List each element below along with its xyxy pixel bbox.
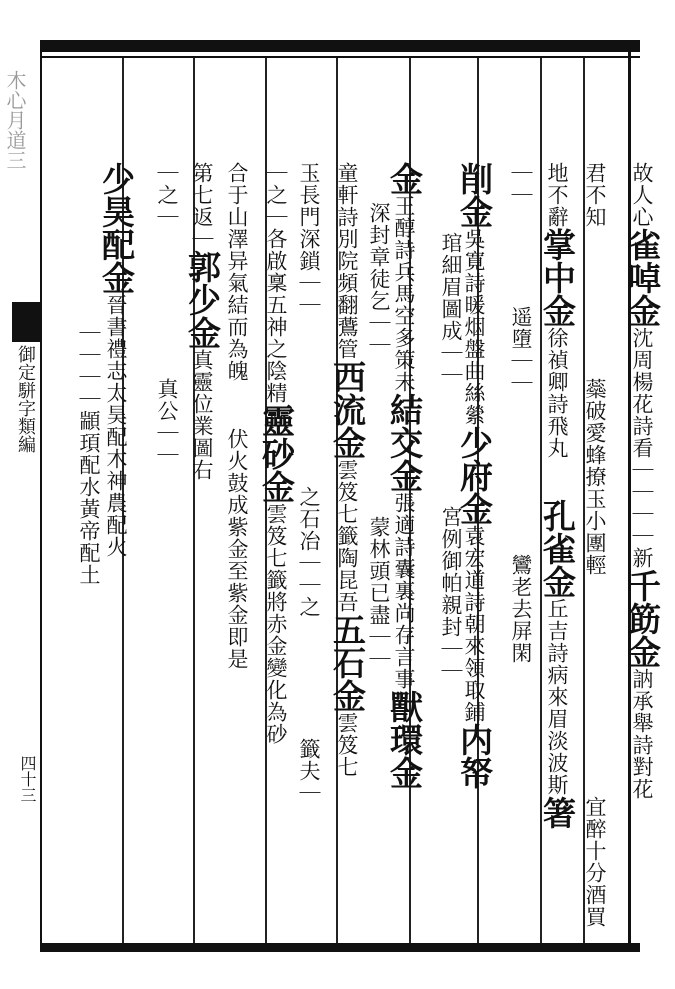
entry-note: 丘吉詩病來眉淡波斯 — [545, 598, 569, 796]
entry-heading: 五石金 — [328, 613, 367, 712]
entry-note: 雲笈七籤陶昆吾 — [335, 459, 359, 613]
entry-heading: 結交金 — [385, 393, 424, 492]
adjacent-page-edge: 木心月道三 — [3, 70, 27, 170]
entry-heading: 靈砂金 — [257, 404, 296, 503]
entry-note: 籤夫｜ — [297, 738, 321, 804]
column-text: ｜之｜各啟稟五神之陰精 — [264, 162, 288, 404]
entry-note: 蒙林頭已盡｜｜ — [367, 516, 391, 670]
column-text: 第七返｜ — [190, 162, 214, 250]
entry-note: 深封章徒乞｜｜ — [367, 202, 391, 356]
entry-note: 鸞老去屏閑 — [509, 554, 533, 664]
entry-heading: 獸環金 — [385, 690, 424, 789]
entry-heading: 千筯金 — [623, 569, 662, 668]
text-column-16 — [50, 62, 128, 938]
entry-heading: 掌中金 — [538, 228, 577, 327]
column-text: 童軒詩別院頻翻鷰管 — [335, 162, 359, 360]
left-border — [40, 52, 42, 943]
entry-note: 雲笈七籤將赤金變化為砂 — [264, 503, 288, 745]
column-text: 故人心 — [630, 162, 654, 228]
entry-note: 宮例御帕親封｜｜ — [439, 506, 463, 682]
entry-heading: 少昊配金 — [97, 162, 136, 294]
top-border — [40, 40, 640, 52]
bottom-border — [40, 943, 640, 952]
entry-note: 蘂破愛蜂撩玉小團輕 — [583, 378, 607, 576]
column-text: 君不知 — [583, 162, 607, 228]
entry-note: 徐禎卿詩飛丸 — [545, 327, 569, 459]
entry-heading: 内帑 — [455, 723, 494, 789]
entry-note: 訥承舉詩對花 — [630, 668, 654, 800]
entry-heading: 少府金 — [455, 426, 494, 525]
top-border-thin — [40, 56, 640, 58]
entry-heading: 金 — [385, 162, 424, 195]
entry-note: 張適詩囊裏尚存言事 — [392, 492, 416, 690]
entry-note: 沈周楊花詩看｜｜｜｜新 — [630, 327, 654, 569]
entry-note: ｜｜｜｜顓頊配水黃帝配土 — [77, 322, 101, 586]
book-title: 御定駢字類編 — [15, 345, 36, 453]
entry-note: 晉書禮志太昊配木神農配火 — [104, 294, 128, 558]
entry-note: 遥墮｜｜ — [509, 306, 533, 394]
entry-note: 琯細眉圖成｜｜ — [439, 232, 463, 386]
entry-heading: 郭少金 — [183, 250, 222, 349]
column-text: ｜之｜ — [155, 162, 179, 228]
entry-note: 宜醉十分酒買 — [583, 796, 607, 928]
entry-note: 之石冶｜｜之 — [297, 486, 321, 618]
entry-heading: 孔雀金 — [538, 499, 577, 598]
entry-heading: 西流金 — [328, 360, 367, 459]
fishtail-mark — [12, 302, 40, 342]
entry-note: 真公｜｜ — [155, 378, 179, 466]
entry-note: 王醇詩兵馬空多策未 — [392, 195, 416, 393]
column-text: 合于山澤异氣結而為魄 — [225, 162, 249, 382]
entry-note: 雲笈七 — [335, 712, 359, 778]
column-text: 地不辭 — [545, 162, 569, 228]
entry-note: 真靈位業圖右 — [190, 349, 214, 481]
entry-note: 袁宏道詩朝來領取鋪 — [462, 525, 486, 723]
column-text: 玉長門深鎖｜｜ — [297, 162, 321, 316]
page-number: 四十三 — [18, 755, 37, 803]
entry-heading: 雀啅金 — [623, 228, 662, 327]
column-text: ｜｜ — [509, 162, 533, 206]
entry-note: 伏火鼓成紫金至紫金即是 — [225, 428, 249, 670]
entry-heading: 箸 — [538, 796, 577, 829]
entry-heading: 削金 — [455, 162, 494, 228]
entry-note: 吳寛詩暖烟盤曲絲縈 — [462, 228, 486, 426]
